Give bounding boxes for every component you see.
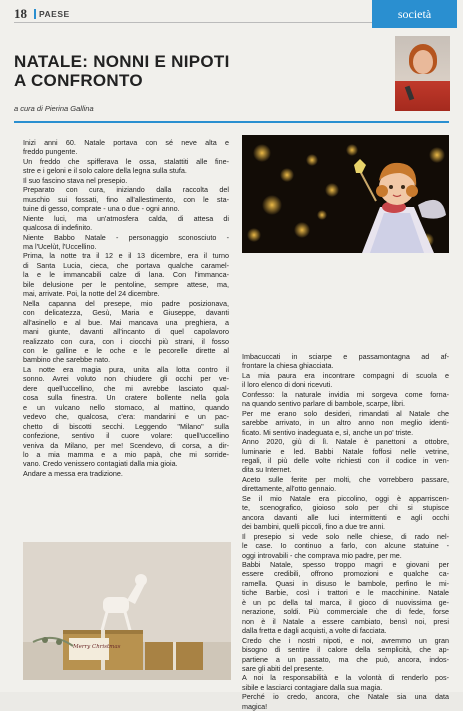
left-column-text-line: confezione, sentivo il cuore volare: quell'uccellino [23, 431, 229, 441]
right-column-text-line: frontare la chiesa ghiacciata. [242, 361, 334, 371]
magazine-name: PAESE [39, 9, 70, 19]
left-column-text-line: muschio sui fossati, fino all'allestimento, con le sta- [23, 194, 229, 204]
right-column-text-line: Se il mio Natale era piccolino, oggi è apparriscen- [242, 493, 449, 503]
left-column-text-line: di Santa Lucia, cieca, che portava qualche caramel- [23, 260, 229, 270]
left-column-text-line: chetto di biscotti secchi. Leggendo "Milano" sulla [23, 421, 229, 431]
left-column-text-line: Niente Babbo Natale - personaggio sconosciuto - [23, 232, 229, 242]
left-column-text-line: bambino che sarebbe nato. [23, 355, 111, 365]
left-column-text-line: freddo pungente. [23, 147, 78, 157]
gift-box-large [63, 630, 143, 670]
right-column-text-line: A noi la responsabilità e la volontà di renderlo pos- [242, 673, 449, 683]
right-column-text-line: direttamente, all'otto gennaio. [242, 484, 337, 494]
right-column-text-line: te, scenografico, gioioso solo per chi si stupisce [242, 503, 449, 513]
right-column-text-line: essere credibili, offrono promozioni e qualche ca- [242, 569, 449, 579]
left-column-text-line: mai, arrivate. Poi, la notte del 24 dicembre. [23, 289, 160, 299]
header-divider [34, 9, 36, 19]
right-column-text-line: dalla fretta e dagli acquisti, a volte di facciata. [242, 626, 387, 636]
left-column-text-line: mani giunte, davanti all'incanto di quel capolavoro [23, 327, 229, 337]
right-column-text-line: bisogno di sentire il calore della semplicità, che ap- [242, 645, 449, 655]
left-column-text-line: Andare a messa era tradizione. [23, 468, 123, 478]
microphone-icon [405, 86, 414, 101]
gift-boxes-image [23, 542, 231, 680]
left-column-text-line: Nella capanna del presepe, mio padre posizionava, [23, 298, 229, 308]
right-column-text-line: luminarie e led. Babbi Natale foffosi nelle vetrine, [242, 446, 449, 456]
left-column-text-line: Un freddo che spifferava le ossa, stalattiti alle fine- [23, 156, 229, 166]
right-column-text-line: Imbacuccati in sciarpe e passamontagna ad af- [242, 352, 449, 361]
gift-boxes-svg [23, 542, 231, 680]
right-column-text-line: non è il Natale a essere cambiato, bensì noi, presi [242, 616, 449, 626]
left-column [23, 138, 229, 478]
right-column-text-line: Credo che i nostri nipoti, e noi, avremmo un gran [242, 635, 449, 645]
title-rule [14, 121, 449, 123]
header-rule [14, 22, 374, 23]
article-author: a cura di Pierina Gallina [14, 104, 94, 113]
right-column-text-line: Il presepio si vede solo nelle chiese, di rado nel- [242, 531, 449, 541]
left-column-text-line: realizzato con cura, con i ciocchi più strani, il fosso [23, 336, 229, 346]
left-column-text-line: sonno. Avrei voluto non chiudere gli occhi per ve- [23, 374, 229, 384]
right-column-text-line: Anno 2020, giù di lì. Natale è panettoni a ottobre, [242, 437, 449, 447]
left-column-text-line: Il suo fascino stava nel presepio. [23, 175, 128, 185]
left-column-text-line: bile delusione per le pentoline, sempre attese, ma, [23, 279, 229, 289]
left-column-text-line: con le galline e le oche e le pecorelle dirette al [23, 345, 229, 355]
right-column-text-line: na quando sentivo parlare di bambole, scarpe, libri. [242, 399, 406, 409]
title-line-1: NATALE: NONNI E NIPOTI [14, 52, 230, 71]
right-column-text-line: nerazione, soldi. Più commerciale che di fede, forse [242, 607, 449, 617]
left-column-text-line: La notte era magia pura, unita alla lotta contro il [23, 364, 229, 374]
left-column-text-line: vano. Credo venissero contagiati dalla mia gioia. [23, 459, 178, 469]
left-column-text-line: lo a mia mamma e a mio papà, che mi sorride- [23, 449, 229, 459]
right-column [242, 352, 449, 711]
left-column-text-line: Prima, la notte tra il 12 e il 13 dicembre, era il turno [23, 251, 229, 261]
angel-figurine-image [242, 135, 449, 253]
right-column-text-line: La mia paura era incontrare compagni di scuola e [242, 370, 449, 380]
right-column-text-line: dita su Internet. [242, 465, 292, 475]
left-column-text-line: Inizi anni 60. Natale portava con sé neve alta e [23, 138, 229, 147]
title-line-2: A CONFRONTO [14, 71, 143, 90]
left-column-text-line: Preparato con cura, iniziando dalla raccolta del [23, 185, 229, 195]
right-column-text-line: ficato. Mi sentivo inadeguata e, sì, anche un po' triste. [242, 427, 414, 437]
article-title [14, 52, 314, 90]
right-column-text-line: regali, il più delle volte richiesti con il codice in ven- [242, 455, 449, 465]
left-column-text-line: all'asinello e al bue. Mai mancava una preghiera, a [23, 317, 229, 327]
right-column-text-line: sibile e lasciarci contagiare dalla sua magia. [242, 682, 383, 692]
right-column-text-line: Per me erano solo desideri, rimandati al Natale che [242, 408, 449, 418]
right-column-text-line: sarebbe arrivato, in un altro anno non meglio identi- [242, 418, 449, 428]
left-column-text-line: con delicatezza, Gesù, Maria e Giuseppe, davanti [23, 308, 229, 318]
right-column-text-line: le case. Io continuo a farlo, con alcune statuine - [242, 541, 449, 551]
right-column-text-line: il loro elenco di doni ricevuti. [242, 380, 333, 390]
left-column-text-line: veniva da Milano, per me! Scendevo, di corsa, a dir- [23, 440, 229, 450]
left-column-text-line: qualcosa di indefinito. [23, 223, 93, 233]
right-column-text-line: partiene a un passato, ma che può, ancora, indos- [242, 654, 449, 664]
right-column-text-line: oggi introvabili - che comprava mio padre, per me. [242, 550, 402, 560]
right-column-text-line: dei bambini, quelli piccoli, fino a due tre anni. [242, 522, 386, 532]
right-column-text-line: ancora davanti alle luci intermittenti e agli occhi [242, 512, 449, 522]
right-column-text-line: magica! [242, 701, 268, 711]
gift-box-small [145, 642, 203, 670]
right-column-text-line: tiche Barbie, così i trattori e le macchinine. Natale [242, 588, 449, 598]
angel-figurine-svg [242, 135, 449, 253]
left-column-text-line: cosa sulla finestra. Un cratere bollente nella gola [23, 393, 229, 403]
page-number: 18 [14, 6, 27, 21]
right-column-text-line: sare gli abiti del presente. [242, 663, 324, 673]
right-column-text-line: Perché io credo, ancora, che Natale sia una data [242, 692, 449, 702]
left-column-text-line: dere quell'uccellino, che mi avrebbe lasciato qual- [23, 383, 229, 393]
gift-tag-text: Merry Christmas [73, 644, 121, 650]
left-column-text-line: la e le immancabili calze di lana. Con l'immanca- [23, 270, 229, 280]
right-column-text-line: Aceto sulle ferite per molti, che vorrebbero passare, [242, 474, 449, 484]
left-column-text-line: ma l'Ucelùt, l'Uccellino. [23, 241, 97, 251]
left-column-text-line: tuine di gesso, comprate - una o due - ogni anno. [23, 204, 180, 214]
left-column-text-line: Niente luci, ma un'atmosfera calda, di attesa di [23, 213, 229, 223]
left-column-text-line: stre e i geloni e il solo calore della legna sulla stufa. [23, 166, 187, 176]
left-column-text-line: e un vulcano nello stomaco, al mattino, quando [23, 402, 229, 412]
right-column-text-line: Confesso: la naturale invidia mi sorgeva come forna- [242, 389, 449, 399]
author-face [413, 50, 433, 74]
right-column-text-line: è un pc della tal marca, il gioco di nuovissima ge- [242, 597, 449, 607]
right-column-text-line: ramella. Quasi in disuso le bambole, perfino le mi- [242, 578, 449, 588]
left-column-text-line: vedevo che, qualcosa, c'era: mandarini e un pac- [23, 412, 229, 422]
section-tag: società [372, 0, 457, 28]
right-column-text-line: Babbi Natale, spesso troppo magri e giovani per [242, 559, 449, 569]
author-photo [395, 36, 450, 111]
